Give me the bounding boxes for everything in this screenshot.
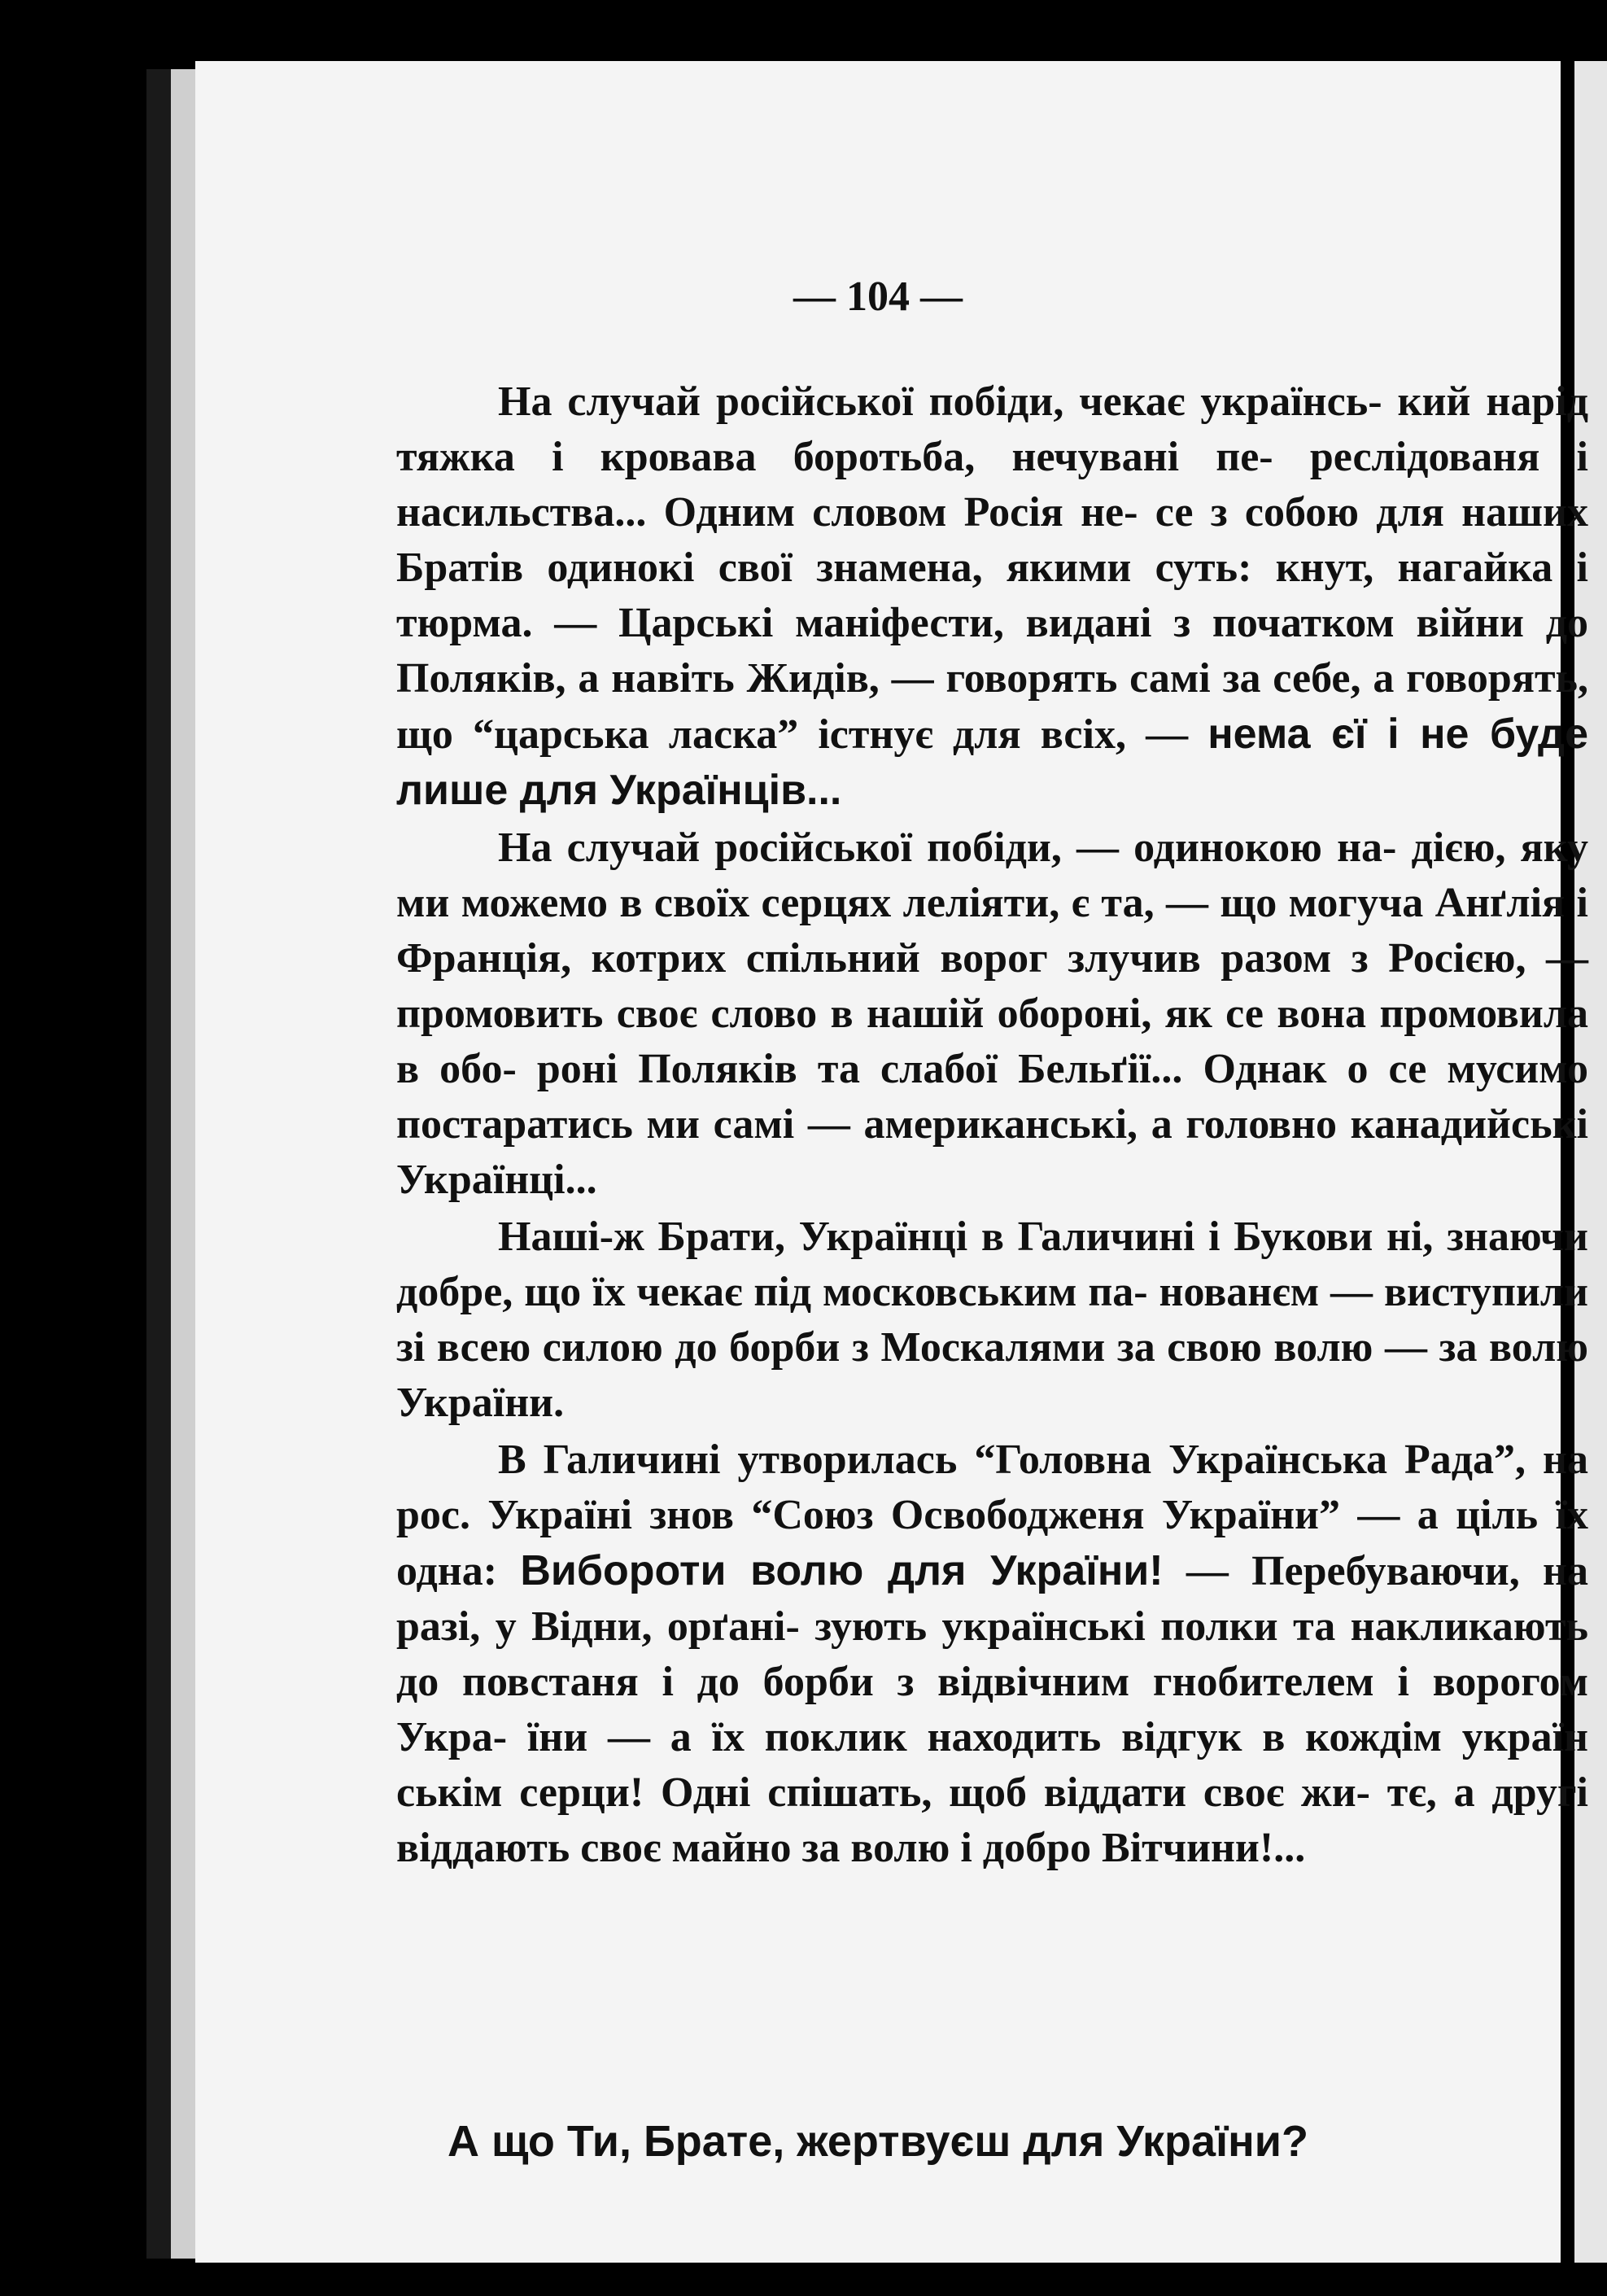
book-spine-edge [171,69,195,2259]
paragraph-3: Наші-ж Брати, Українці в Галичині і Букови ні, знаючи добре, що їх чекає під московським па- нованєм — виступили зі всею силою до борби з Москалями за свою волю — за волю України. [396,1214,1588,1426]
body-text [396,374,1588,1876]
book-spine-shadow [146,69,171,2259]
book-page [195,61,1588,2263]
page-number: — 104 — [793,273,963,320]
paragraph-2: На случай російської побіди, — одинокою на- дією, яку ми можемо в своїх серцях леліяти, є та, — що могуча Анґлія і Франція, котрих спільний ворог злучив разом з Росією, — промовить своє слово в нашій обороні, як се вона промовила в обо- роні Поляків та слабої Бельґії... Однак о се мусимо постаратись ми самі — американські, а головно канадийські Українці... [396,824,1588,1203]
paragraph-4-emphasis: Вибороти волю для України! [520,1547,1164,1594]
closing-question: А що Ти, Брате, жертвуєш для України? [448,2117,1308,2166]
paragraph-1-emphasis: нема єї і не буде лише для Українців... [396,711,1588,814]
paragraph-4: В Галичині утворилась “Головна Українська Рада”, на рос. Україні знов “Союз Освободженя України” — а ціль їх одна: Вибороти волю для України! — Перебуваючи, на разі, у Відни, орґані- зують українські полки та накликають до повстаня і до борби з відвічним гнобителем і ворогом Укра- ïни — а їх поклик находить відгук в кождім україн ськім серци! Одні спішать, щоб віддати своє жи- тє, а другі віддають своє майно за волю і добро Вітчини!... [396,1437,1588,1871]
paragraph-1: На случай російської побіди, чекає українсь- кий нарід тяжка і кровава боротьба, нечувані пе- реслідованя і насильства... Одним словом Росія не- се з собою для наших Братів одинокі свої знамена, якими суть: кнут, нагайка і тюрма. — Царські маніфести, видані з початком війни до Поляків, а навіть Жидів, — говорять самі за себе, а говорять, що “царська ласка” істнує для всіх, — нема єї і не буде лише для Українців... [396,378,1588,814]
